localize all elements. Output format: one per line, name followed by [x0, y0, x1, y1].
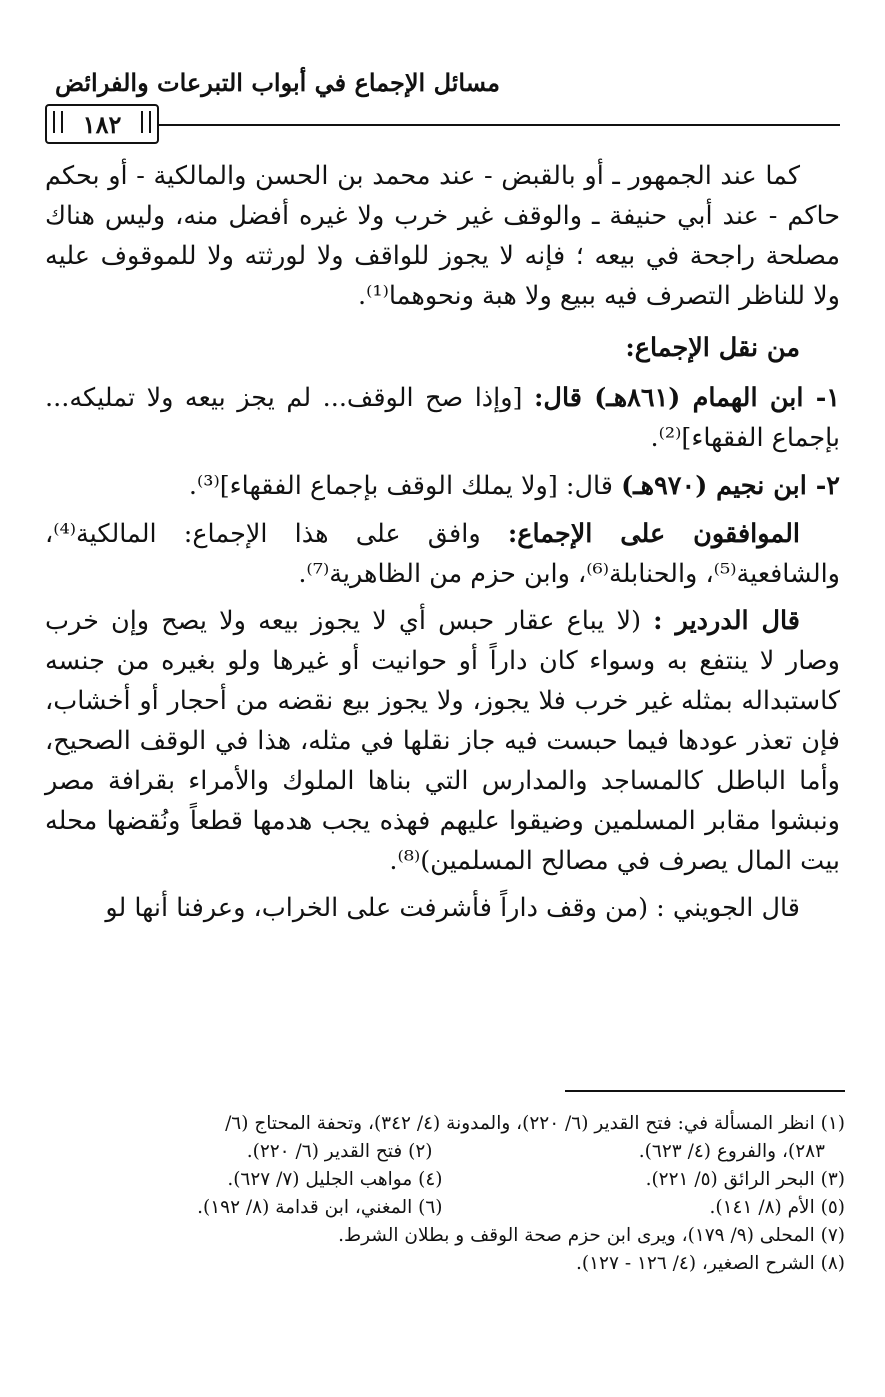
paragraph-dardir	[45, 601, 840, 881]
paragraph-juwayni: قال الجويني : (من وقف داراً فأشرفت على الخراب، وعرفنا أنها لو	[105, 893, 800, 923]
footnote-1: (١) انظر المسألة في: فتح القدير (٦/ ٢٢٠)، والمدونة (٤/ ٣٤٢)، وتحفة المحتاج (٦/	[225, 1113, 845, 1134]
list-item-ibn-nujaym	[45, 466, 840, 506]
paragraph-intro: كما عند الجمهور ـ أو بالقبض - عند محمد بن الحسن والمالكية - أو بحكم حاكم - عند أبي حنيفة ـ والوقف غير خرب ولا غيره أفضل منه، وليس هناك مصلحة راجحة في بيعه ؛ فإنه لا يجوز للواقف ولا لورثته ولا للموقوف عليه ولا للناظر التصرف فيه ببيع ولا هبة ونحوهما⁽¹⁾.	[45, 161, 840, 311]
section-heading: من نقل الإجماع:	[625, 333, 800, 363]
footnote-1-continuation: ٢٨٣)، والفروع (٤/ ٦٢٣).	[638, 1141, 825, 1162]
body-text	[45, 156, 840, 935]
footnote-3: (٣) البحر الرائق (٥/ ٢٢١).	[645, 1169, 845, 1190]
list-item-lead: ١- ابن الهمام (٨٦١هـ) قال:	[534, 383, 840, 413]
agreement-text: وافق على هذا الإجماع: المالكية⁽⁴⁾، والشافعية⁽⁵⁾، والحنابلة⁽⁶⁾، وابن حزم من الظاهرية⁽⁷⁾.	[45, 519, 840, 589]
running-title: مسائل الإجماع في أبواب التبرعات والفرائض	[54, 68, 500, 97]
footnote-7: (٧) المحلى (٩/ ١٧٩)، ويرى ابن حزم صحة الوقف و بطلان الشرط.	[338, 1225, 845, 1246]
list-item-text: قال: [ولا يملك الوقف بإجماع الفقهاء]⁽³⁾.	[188, 471, 622, 501]
footnotes	[40, 1110, 845, 1278]
list-item-ibn-alhumam	[45, 378, 840, 458]
page-number: ١٨٢	[45, 104, 159, 144]
list-item-lead: ٢- ابن نجيم (٩٧٠هـ)	[621, 471, 840, 501]
footnote-rule	[565, 1090, 845, 1092]
footnote-4: (٤) مواهب الجليل (٧/ ٦٢٧).	[227, 1169, 443, 1190]
paragraph-agreement	[45, 514, 840, 594]
footnote-6: (٦) المغني، ابن قدامة (٨/ ١٩٢).	[197, 1197, 443, 1218]
header-rule	[65, 124, 840, 126]
footnote-8: (٨) الشرح الصغير، (٤/ ١٢٦ - ١٢٧).	[576, 1253, 845, 1274]
footnote-5: (٥) الأم (٨/ ١٤١).	[709, 1197, 845, 1218]
dardir-lead: قال الدردير :	[653, 606, 800, 636]
list-item-text: [وإذا صح الوقف... لم يجز بيعه ولا تمليكه... بإجماع الفقهاء]⁽²⁾.	[45, 383, 840, 453]
footnote-2: (٢) فتح القدير (٦/ ٢٢٠).	[246, 1141, 433, 1162]
dardir-text: (لا يباع عقار حبس أي لا يجوز بيعه ولا يصح وإن خرب وصار لا ينتفع به وسواء كان داراً أو حوانيت أو غيرها ولو بغيره من جنسه كاستبداله بمثله غير خرب فلا يجوز، ولا يجوز بيع نقضه من أحجار أو أخشاب، فإن تعذر عودها فيما حبست فيه جاز نقلها في مثله، هذا في الوقف الصحيح، وأما الباطل كالمساجد والمدارس التي بناها الملوك والأمراء بقرافة مصر ونبشوا مقابر المسلمين وضيقوا عليهم فهذه يجب هدمها قطعاً ونُقضها محله بيت المال يصرف في مصالح المسلمين)⁽⁸⁾.	[45, 606, 840, 876]
agreement-lead: الموافقون على الإجماع:	[507, 519, 800, 549]
